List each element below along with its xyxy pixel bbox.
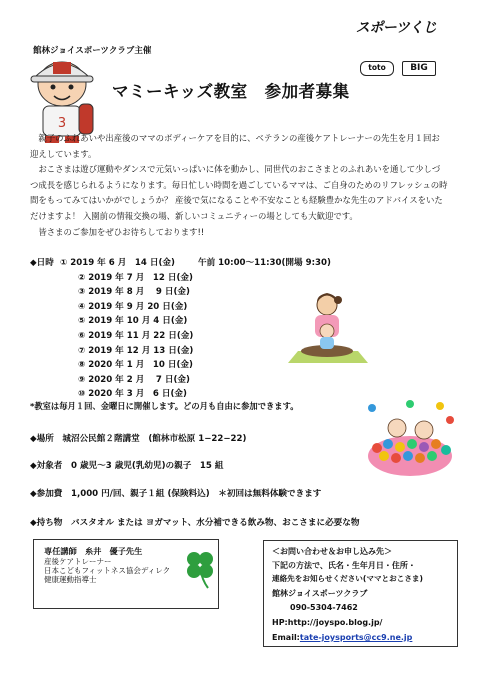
- toto-logo: toto: [360, 61, 394, 76]
- schedule-date: ⑤ 2019 年 10 月 4 日(金): [78, 316, 188, 327]
- target-info: ◆対象者 0 歳児～3 歳児(乳幼児)の親子 15 組: [30, 461, 224, 471]
- schedule-date: ① 2019 年 6 月 14 日(金): [60, 258, 175, 268]
- schedule-date: ⑩ 2020 年 3 月 6 日(金): [78, 389, 187, 400]
- schedule-date: ② 2019 年 7 月 12 日(金): [78, 272, 193, 283]
- schedule-date: ⑧ 2020 年 1 月 10 日(金): [78, 360, 193, 371]
- qualification-item: 産後ケアトレーナー: [44, 557, 112, 566]
- instructor-box: [33, 539, 219, 609]
- schedule-date: ⑥ 2019 年 11 月 22 日(金): [78, 331, 194, 341]
- contact-heading: ＜お問い合わせ＆お申し込み先＞: [272, 547, 392, 556]
- qualification-item: 健康運動指導士: [44, 575, 97, 584]
- organizer-label: 館林ジョイスポーツクラブ主催: [33, 46, 152, 56]
- email-label: Email:: [272, 633, 300, 642]
- items-info: ◆持ち物 バスタオル または ヨガマット、水分補できる飲み物、おこさまに必要な物: [30, 518, 360, 528]
- schedule-date: ④ 2019 年 9 月 20 日(金): [78, 301, 188, 312]
- contact-phone: 090-5304-7462: [290, 603, 358, 612]
- page-title: マミーキッズ教室 参加者募集: [112, 82, 350, 101]
- contact-email-line: [272, 633, 412, 642]
- svg-text:3: 3: [57, 116, 67, 131]
- contact-club-name: 館林ジョイスポーツクラブ: [272, 589, 368, 598]
- contact-instruction: 下記の方法で、氏名・生年月日・住所・: [272, 561, 416, 570]
- ball-pool-illustration: [362, 398, 458, 482]
- contact-instruction: 連絡先をお知らせください(ママとおこさま): [272, 574, 423, 583]
- fee-info: ◆参加費 1,000 円/回、親子１組 (保険料込) ＊初回は無料体験できます: [30, 489, 322, 499]
- big-logo: BIG: [402, 61, 436, 76]
- schedule-date: ⑦ 2019 年 12 月 13 日(金): [78, 345, 194, 356]
- qualification-item: 日本こどもフィットネス協会ディレク: [44, 566, 171, 575]
- contact-box: [263, 540, 458, 647]
- logo-main-text: スポーツくじ: [355, 20, 437, 36]
- schedule-date: ③ 2019 年 8 月 9 日(金): [78, 287, 190, 298]
- clover-icon: [184, 548, 216, 590]
- intro-text: [30, 131, 448, 240]
- sports-lottery-logo: [352, 17, 440, 75]
- schedule-note: *教室は毎月１回、金曜日に開催します。どの月も自由に参加できます。: [30, 401, 299, 411]
- intro-paragraph: 皆さまのご参加をぜひお待ちしております!!: [38, 226, 205, 237]
- intro-paragraph: おこさまは遊び運動やダンスで元気いっぱいに体を動かし、同世代のおこさまとのふれあいを通して少しづつ成長を感じられるようになります。毎日忙しい時間を過ごしているママは、ご自身のためのリフレッシュの時間をもってみてはいかがでしょうか？ 産後で気になることや不安なことも経験豊かな先生のアドバイスをいただけますよ！ 入園前の情報交換の場、新しいコミュニティーの場としても大歓迎です。: [30, 164, 448, 221]
- schedule-label: ◆日時: [30, 258, 54, 268]
- schedule-time: 午前 10:00～11:30(開場 9:30): [198, 258, 331, 268]
- intro-paragraph: 親子のふれあいや出産後のママのボディーケアを目的に、ベテランの産後ケアトレーナーの先生を月１回お迎えしています。: [30, 133, 440, 159]
- place-info: ◆場所 城沼公民館２階講堂 (館林市松原 1−22−22): [30, 434, 247, 444]
- contact-homepage[interactable]: HP:http://joyspo.blog.jp/: [272, 618, 383, 627]
- schedule-date: ⑨ 2020 年 2 月 7 日(金): [78, 374, 190, 385]
- instructor-name: 専任講師 糸井 優子先生: [44, 546, 143, 556]
- instructor-qualifications: [44, 557, 170, 584]
- email-link[interactable]: tate-joysports@cc9.ne.jp: [299, 633, 413, 642]
- mother-child-yoga-illustration: [280, 285, 375, 370]
